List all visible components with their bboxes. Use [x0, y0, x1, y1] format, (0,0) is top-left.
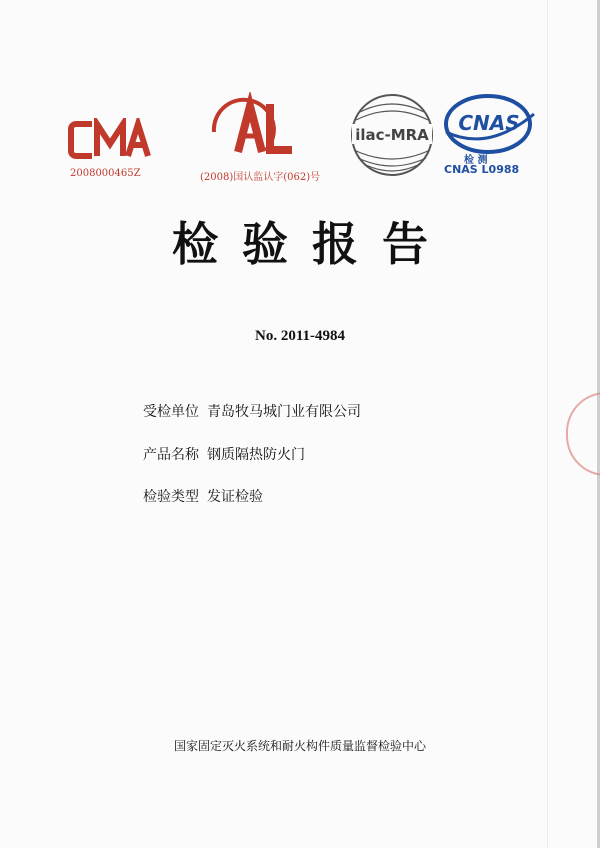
cma-mark-icon [66, 118, 154, 162]
cnas-text: CNAS [458, 111, 520, 135]
field-inspected-unit [143, 401, 361, 421]
cnas-code: CNAS L0988 [444, 163, 520, 176]
cal-mark-icon [196, 92, 346, 162]
field-value: 钢质隔热防火门 [207, 447, 305, 463]
cal-code: (2008)国认监认字(062)号 [200, 172, 321, 183]
cal-logo [196, 92, 346, 184]
report-number: No. 2011-4984 [255, 328, 345, 344]
field-label: 受检单位 [143, 404, 199, 420]
ilac-mra-text: ilac-MRA [355, 126, 429, 144]
field-value: 发证检验 [207, 489, 263, 505]
cnas-logo [442, 92, 538, 182]
cnas-sub: 检 测 [464, 155, 488, 166]
ilac-mra-logo [348, 92, 440, 178]
cma-logo [66, 118, 166, 180]
field-label: 检验类型 [143, 489, 199, 505]
field-label: 产品名称 [143, 447, 199, 463]
report-title: 检验报告 [172, 217, 452, 271]
field-value: 青岛牧马城门业有限公司 [207, 404, 361, 420]
field-inspection-type [143, 486, 263, 506]
ilac-mra-mark-icon [348, 92, 436, 178]
seal-stamp [566, 392, 600, 476]
issuing-organization: 国家固定灭火系统和耐火构件质量监督检验中心 [173, 739, 426, 753]
page-fold-line [547, 0, 548, 848]
cma-code: 2008000465Z [70, 168, 141, 179]
field-product-name [143, 444, 305, 464]
cnas-mark-icon [442, 92, 538, 154]
